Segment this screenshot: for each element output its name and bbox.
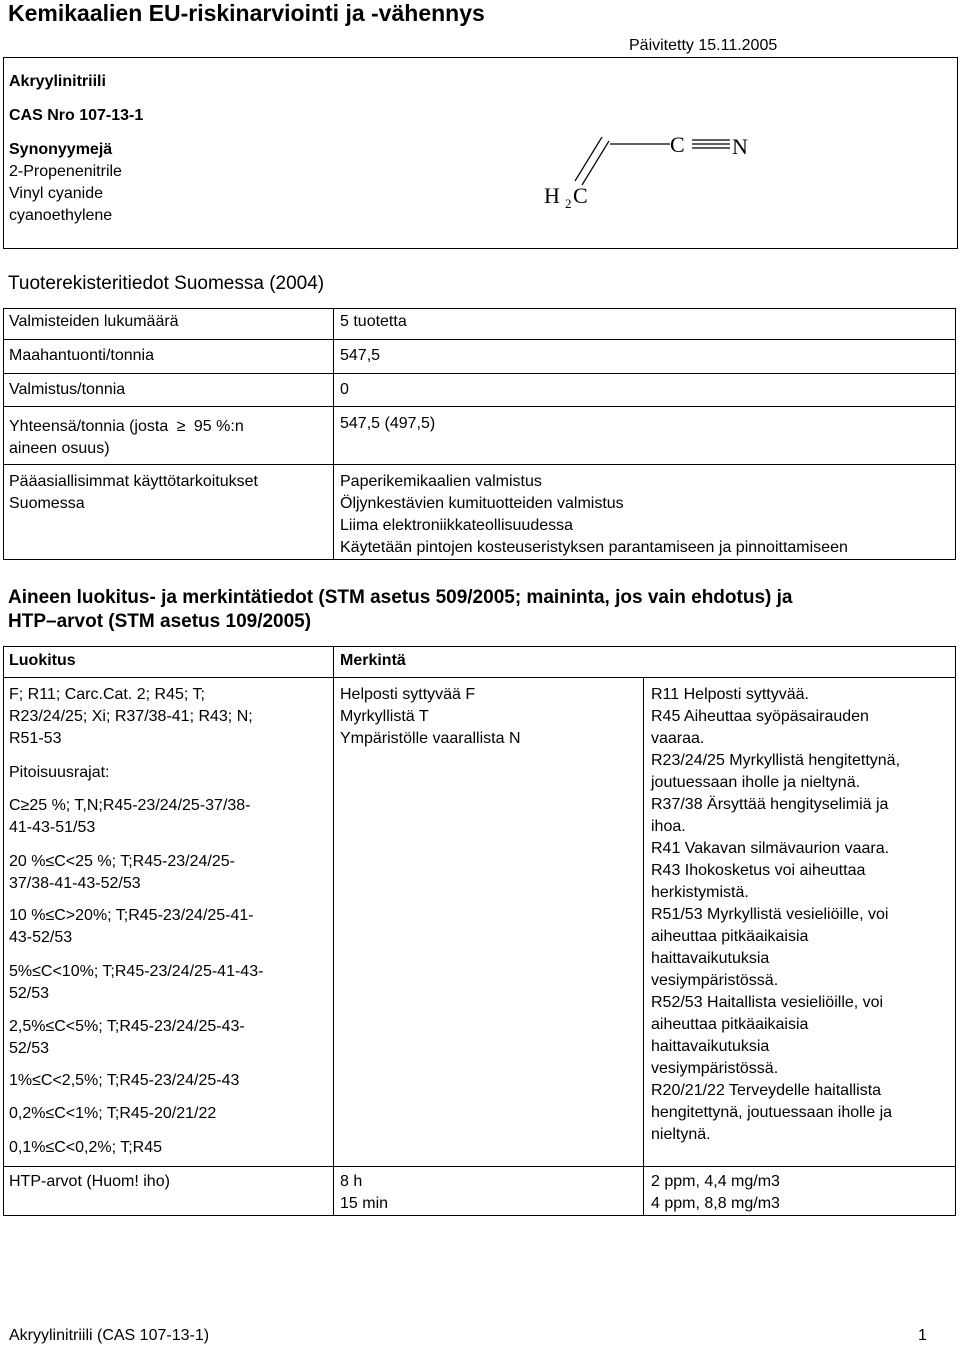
- r-phrase-line: R23/24/25 Myrkyllistä hengitettynä,: [651, 752, 901, 769]
- atom-n: N: [732, 134, 748, 159]
- total-label-part: Yhteensä/tonnia (josta: [9, 418, 169, 435]
- classification-heading-line: Aineen luokitus- ja merkintätiedot (STM asetus 509/2005; maininta, jos vain ehdotus) ja: [8, 587, 793, 608]
- classification-heading-line: HTP–arvot (STM asetus 109/2005): [8, 611, 312, 632]
- atom-subscript: 2: [565, 196, 572, 211]
- uses-list: [340, 471, 848, 559]
- classification-col-divider: [643, 677, 644, 1216]
- r-phrase-line: joutuessaan iholle ja nieltynä.: [651, 774, 861, 791]
- r-phrase-line: herkistymistä.: [651, 884, 749, 901]
- registry-value: 547,5: [340, 347, 381, 364]
- atom-h: H: [544, 183, 560, 208]
- r-phrase-line: aiheuttaa pitkäaikaisia: [651, 928, 809, 945]
- synonyms-label: Synonyymejä: [9, 141, 113, 158]
- limit-line: 20 %≤C<25 %; T;R45-23/24/25-: [9, 853, 235, 870]
- htp-times: [340, 1171, 388, 1215]
- limit-item: [9, 1016, 245, 1060]
- uses-label: Pääasiallisimmat käyttötarkoitukset: [9, 473, 258, 490]
- limit-line: 10 %≤C>20%; T;R45-23/24/25-41-: [9, 907, 254, 924]
- total-value: 547,5 (497,5): [340, 415, 436, 432]
- r-phrase-line: R43 Ihokosketus voi aiheuttaa: [651, 862, 866, 879]
- luokitus-line: R23/24/25; Xi; R37/38-41; R43; N;: [9, 708, 253, 725]
- synonym: 2-Propenenitrile: [9, 163, 122, 180]
- registry-row-divider: [3, 339, 956, 340]
- cas-number: CAS Nro 107-13-1: [9, 107, 144, 124]
- r-phrase-line: nieltynä.: [651, 1126, 711, 1143]
- limit-line: C≥25 %; T,N;R45-23/24/25-37/38-: [9, 797, 251, 814]
- htp-label: HTP-arvot (Huom! iho): [9, 1173, 170, 1190]
- use-item: Öljynkestävien kumituotteiden valmistus: [340, 495, 624, 512]
- r-phrase-line: R41 Vakavan silmävaurion vaara.: [651, 840, 890, 857]
- atom-c2: C: [573, 183, 588, 208]
- r-phrase-line: R51/53 Myrkyllistä vesieliöille, voi: [651, 906, 889, 923]
- htp-value: 2 ppm, 4,4 mg/m3: [651, 1173, 780, 1190]
- r-phrase-line: R11 Helposti syttyvää.: [651, 686, 809, 703]
- classification-heading: [8, 586, 958, 634]
- use-item: Liima elektroniikkateollisuudessa: [340, 517, 574, 534]
- col-luokitus: Luokitus: [9, 652, 76, 669]
- limit-line: 1%≤C<2,5%; T;R45-23/24/25-43: [9, 1072, 240, 1089]
- merkinta-list: [340, 684, 521, 750]
- limit-item: [9, 905, 254, 949]
- luokitus-line: R51-53: [9, 730, 62, 747]
- htp-time: 8 h: [340, 1173, 363, 1190]
- pitoisuus-label: Pitoisuusrajat:: [9, 764, 110, 781]
- use-item: Paperikemikaalien valmistus: [340, 473, 542, 490]
- updated-date: Päivitetty 15.11.2005: [629, 37, 778, 54]
- merkinta-item: Helposti syttyvää F: [340, 686, 476, 703]
- htp-values: [651, 1171, 780, 1215]
- limit-item: [9, 1070, 239, 1092]
- htp-row-divider: [3, 1166, 956, 1167]
- registry-value: 0: [340, 381, 349, 398]
- r-phrase-line: vesiympäristössä.: [651, 972, 779, 989]
- page-number: 1: [918, 1327, 927, 1344]
- limit-line: 37/38-41-43-52/53: [9, 875, 141, 892]
- r-phrase-line: R37/38 Ärsyttää hengityselimiä ja: [651, 796, 889, 813]
- registry-heading: Tuoterekisteritiedot Suomessa (2004): [8, 273, 325, 294]
- r-phrase-line: R20/21/22 Terveydelle haitallista: [651, 1082, 882, 1099]
- limit-line: 43-52/53: [9, 929, 73, 946]
- luokitus-text: [9, 684, 253, 750]
- registry-label: Maahantuonti/tonnia: [9, 347, 154, 364]
- synonym: cyanoethylene: [9, 207, 113, 224]
- total-label: [9, 416, 244, 438]
- r-phrase-line: vaaraa.: [651, 730, 705, 747]
- limit-item: [9, 1103, 216, 1125]
- total-label-part: 95 %:n: [193, 418, 244, 435]
- limit-item: [9, 1137, 162, 1159]
- registry-value: 5 tuotetta: [340, 313, 407, 330]
- use-item: Käytetään pintojen kosteuseristyksen parantamiseen ja pinnoittamiseen: [340, 539, 848, 556]
- r-phrase-line: ihoa.: [651, 818, 686, 835]
- limit-line: 52/53: [9, 985, 50, 1002]
- merkinta-item: Ympäristölle vaarallista N: [340, 730, 521, 747]
- registry-label: Valmistus/tonnia: [9, 381, 126, 398]
- limit-line: 52/53: [9, 1040, 50, 1057]
- registry-row-divider: [3, 373, 956, 374]
- htp-time: 15 min: [340, 1195, 389, 1212]
- synonym: Vinyl cyanide: [9, 185, 103, 202]
- total-label-line2: aineen osuus): [9, 440, 110, 457]
- footer-text: Akryylinitriili (CAS 107-13-1): [9, 1327, 210, 1344]
- synonyms-list: [9, 161, 122, 227]
- ge-symbol: ≥: [176, 418, 186, 435]
- col-merkinta: Merkintä: [340, 652, 406, 669]
- merkinta-item: Myrkyllistä T: [340, 708, 429, 725]
- r-phrase-line: haittavaikutuksia: [651, 1038, 770, 1055]
- r-phrases: [651, 684, 900, 1146]
- registry-row-divider: [3, 464, 956, 465]
- limit-line: 2,5%≤C<5%; T;R45-23/24/25-43-: [9, 1018, 245, 1035]
- atom-c: C: [670, 132, 685, 157]
- r-phrase-line: R52/53 Haitallista vesieliöille, voi: [651, 994, 884, 1011]
- limit-item: [9, 851, 235, 895]
- substance-name: Akryylinitriili: [9, 73, 106, 90]
- limit-item: [9, 961, 263, 1005]
- uses-label-line2: Suomessa: [9, 495, 85, 512]
- limit-item: [9, 795, 251, 839]
- registry-col-divider: [333, 308, 334, 560]
- r-phrase-line: hengitettynä, joutuessaan iholle ja: [651, 1104, 893, 1121]
- luokitus-line: F; R11; Carc.Cat. 2; R45; T;: [9, 686, 205, 703]
- classification-header-divider: [3, 677, 956, 678]
- classification-col-divider: [333, 646, 334, 1216]
- limit-line: 41-43-51/53: [9, 819, 96, 836]
- r-phrase-line: aiheuttaa pitkäaikaisia: [651, 1016, 809, 1033]
- limit-line: 0,2%≤C<1%; T;R45-20/21/22: [9, 1105, 217, 1122]
- r-phrase-line: R45 Aiheuttaa syöpäsairauden: [651, 708, 869, 725]
- limit-line: 5%≤C<10%; T;R45-23/24/25-41-43-: [9, 963, 264, 980]
- registry-row-divider: [3, 406, 956, 407]
- r-phrase-line: vesiympäristössä.: [651, 1060, 779, 1077]
- r-phrase-line: haittavaikutuksia: [651, 950, 770, 967]
- page-title: Kemikaalien EU-riskinarviointi ja -vähennys: [8, 0, 485, 26]
- htp-value: 4 ppm, 8,8 mg/m3: [651, 1195, 780, 1212]
- substance-box: [3, 57, 958, 249]
- registry-label: Valmisteiden lukumäärä: [9, 313, 179, 330]
- limit-line: 0,1%≤C<0,2%; T;R45: [9, 1139, 163, 1156]
